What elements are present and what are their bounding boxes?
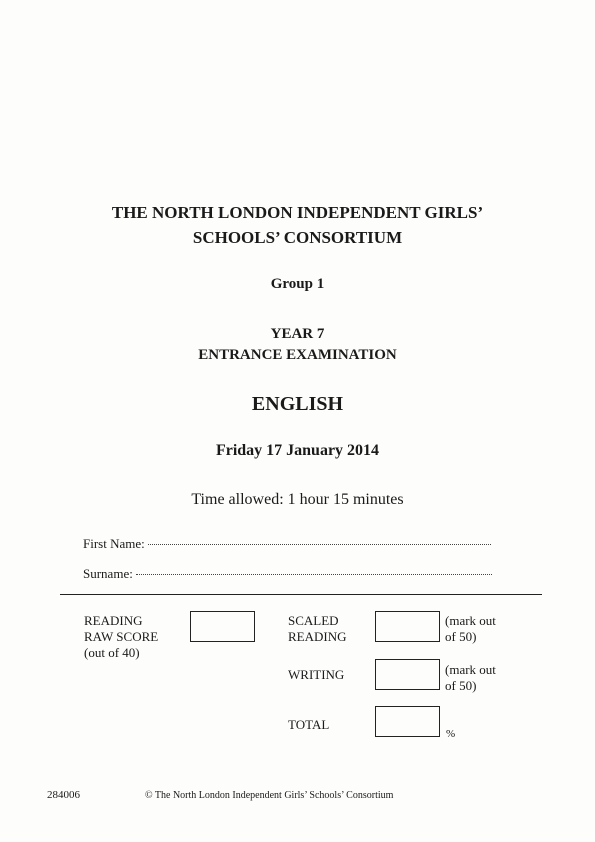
writing-note-line1: (mark out [445, 662, 496, 677]
first-name-dotted-line[interactable] [148, 544, 491, 545]
scaled-reading-label-line2: READING [288, 629, 347, 644]
writing-label: WRITING [288, 667, 345, 682]
reading-raw-label-line1: READING [84, 613, 143, 628]
scaled-reading-label-line1: SCALED [288, 613, 339, 628]
paper-code: 284006 [47, 789, 80, 801]
time-allowed: Time allowed: 1 hour 15 minutes [191, 491, 404, 508]
reading-raw-score-box[interactable] [190, 611, 255, 642]
surname-label: Surname: [83, 566, 133, 581]
first-name-label: First Name: [83, 536, 145, 551]
divider [60, 594, 542, 595]
subject-title: ENGLISH [251, 393, 344, 415]
first-name-field[interactable] [83, 536, 491, 552]
organisation-name-line2: SCHOOLS’ CONSORTIUM [192, 228, 403, 247]
scaled-reading-note-line2: of 50) [445, 629, 477, 644]
scaled-reading-box[interactable] [375, 611, 440, 642]
organisation-name-line1: THE NORTH LONDON INDEPENDENT GIRLS’ [111, 203, 484, 222]
copyright-notice: © The North London Independent Girls’ Schools’ Consortium [145, 790, 394, 801]
percent-sign: % [446, 728, 456, 740]
reading-raw-label-line2: RAW SCORE [84, 629, 159, 644]
exam-title: ENTRANCE EXAMINATION [198, 347, 397, 363]
total-label: TOTAL [288, 717, 330, 732]
total-score-box[interactable] [375, 706, 440, 737]
writing-note-line2: of 50) [445, 678, 477, 693]
writing-score-box[interactable] [375, 659, 440, 690]
group-label: Group 1 [270, 276, 325, 292]
surname-field[interactable] [83, 566, 492, 582]
year-label: YEAR 7 [270, 326, 325, 342]
surname-dotted-line[interactable] [136, 574, 492, 575]
reading-raw-label-line3: (out of 40) [84, 645, 140, 660]
exam-date: Friday 17 January 2014 [215, 442, 380, 459]
scaled-reading-note-line1: (mark out [445, 613, 496, 628]
